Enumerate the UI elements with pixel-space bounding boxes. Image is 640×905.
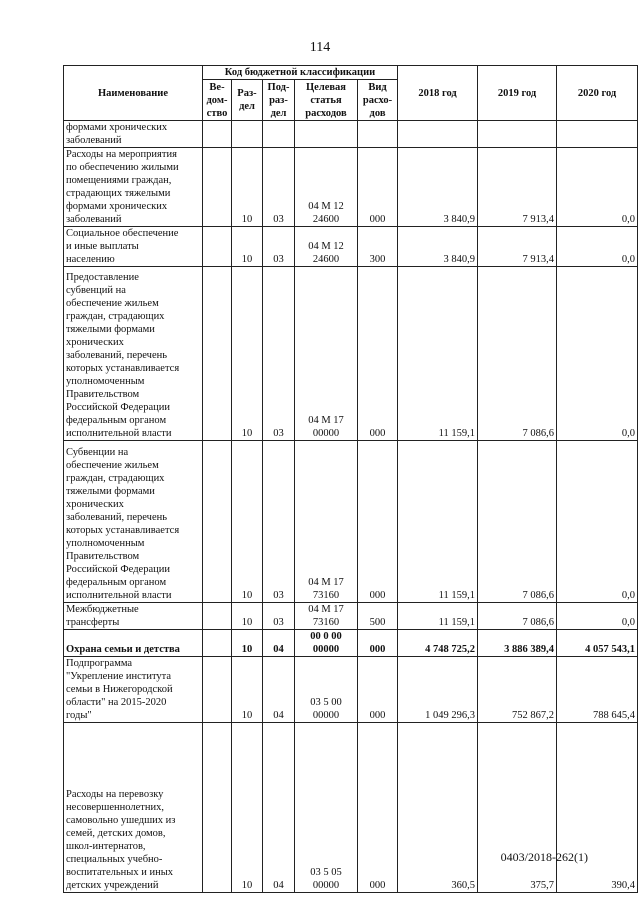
header-podrazdel: Под- раз- дел bbox=[263, 80, 295, 121]
footer-code: 0403/2018-262(1) bbox=[500, 850, 588, 864]
row-value-2019: 375,7 bbox=[478, 723, 557, 893]
row-value-2018 bbox=[398, 121, 478, 148]
row-value-2019: 7 086,6 bbox=[478, 267, 557, 441]
budget-table bbox=[63, 65, 638, 893]
table-row bbox=[64, 603, 638, 630]
table-row bbox=[64, 148, 638, 227]
row-value-2018: 360,5 bbox=[398, 723, 478, 893]
row-value-2020 bbox=[557, 121, 638, 148]
row-razdel bbox=[232, 121, 263, 148]
table-row bbox=[64, 121, 638, 148]
row-podrazdel: 03 bbox=[263, 227, 295, 267]
table-row bbox=[64, 267, 638, 441]
row-value-2019: 3 886 389,4 bbox=[478, 630, 557, 657]
row-value-2019 bbox=[478, 121, 557, 148]
row-value-2018: 3 840,9 bbox=[398, 227, 478, 267]
row-vedomstvo bbox=[203, 148, 232, 227]
row-value-2019: 7 913,4 bbox=[478, 148, 557, 227]
table-row bbox=[64, 227, 638, 267]
row-tselevaya: 03 5 05 00000 bbox=[295, 723, 358, 893]
row-podrazdel: 03 bbox=[263, 441, 295, 603]
row-vedomstvo bbox=[203, 603, 232, 630]
header-vedomstvo: Ве- дом- ство bbox=[203, 80, 232, 121]
row-tselevaya bbox=[295, 121, 358, 148]
header-2020: 2020 год bbox=[557, 66, 638, 121]
row-podrazdel: 04 bbox=[263, 657, 295, 723]
row-podrazdel bbox=[263, 121, 295, 148]
row-name: Подпрограмма "Укрепление института семьи в Нижегородской области" на 2015-2020 годы" bbox=[64, 657, 203, 723]
row-vid: 300 bbox=[358, 227, 398, 267]
row-razdel: 10 bbox=[232, 723, 263, 893]
row-podrazdel: 03 bbox=[263, 148, 295, 227]
row-value-2020: 390,4 bbox=[557, 723, 638, 893]
row-value-2018: 3 840,9 bbox=[398, 148, 478, 227]
table-body bbox=[64, 121, 638, 893]
row-tselevaya: 04 М 12 24600 bbox=[295, 148, 358, 227]
row-value-2020: 0,0 bbox=[557, 603, 638, 630]
header-2018: 2018 год bbox=[398, 66, 478, 121]
row-name: Социальное обеспечение и иные выплаты населению bbox=[64, 227, 203, 267]
row-value-2018: 11 159,1 bbox=[398, 441, 478, 603]
header-code-group: Код бюджетной классификации bbox=[203, 66, 398, 80]
row-name: Субвенции на обеспечение жильем граждан, страдающих тяжелыми формами хронических заболеваний, перечень которых устанавливается уполномоченным Правительством Российской Федерации федеральным органом исполнительной власти bbox=[64, 441, 203, 603]
row-value-2020: 0,0 bbox=[557, 227, 638, 267]
row-tselevaya: 00 0 00 00000 bbox=[295, 630, 358, 657]
row-razdel: 10 bbox=[232, 657, 263, 723]
row-razdel: 10 bbox=[232, 148, 263, 227]
row-vedomstvo bbox=[203, 657, 232, 723]
row-tselevaya: 04 М 17 00000 bbox=[295, 267, 358, 441]
table-row bbox=[64, 441, 638, 603]
row-vedomstvo bbox=[203, 227, 232, 267]
header-tselevaya: Целевая статья расходов bbox=[295, 80, 358, 121]
row-name: формами хронических заболеваний bbox=[64, 121, 203, 148]
row-vid: 000 bbox=[358, 267, 398, 441]
row-razdel: 10 bbox=[232, 227, 263, 267]
row-value-2020: 0,0 bbox=[557, 267, 638, 441]
row-value-2019: 7 086,6 bbox=[478, 441, 557, 603]
row-tselevaya: 04 М 17 73160 bbox=[295, 441, 358, 603]
row-vid bbox=[358, 121, 398, 148]
row-tselevaya: 04 М 12 24600 bbox=[295, 227, 358, 267]
row-vid: 000 bbox=[358, 148, 398, 227]
row-vedomstvo bbox=[203, 630, 232, 657]
row-name: Охрана семьи и детства bbox=[64, 630, 203, 657]
row-razdel: 10 bbox=[232, 267, 263, 441]
header-vid: Вид расхо- дов bbox=[358, 80, 398, 121]
row-podrazdel: 04 bbox=[263, 630, 295, 657]
row-value-2018: 4 748 725,2 bbox=[398, 630, 478, 657]
row-podrazdel: 03 bbox=[263, 603, 295, 630]
row-value-2020: 0,0 bbox=[557, 148, 638, 227]
row-podrazdel: 03 bbox=[263, 267, 295, 441]
row-razdel: 10 bbox=[232, 441, 263, 603]
row-value-2018: 11 159,1 bbox=[398, 603, 478, 630]
row-tselevaya: 04 М 17 73160 bbox=[295, 603, 358, 630]
row-name: Расходы на перевозку несовершеннолетних, самовольно ушедших из семей, детских домов, школ-интернатов, специальных учебно- воспитательных и иных детских учреждений bbox=[64, 723, 203, 893]
row-vedomstvo bbox=[203, 121, 232, 148]
row-value-2019: 7 086,6 bbox=[478, 603, 557, 630]
row-value-2020: 788 645,4 bbox=[557, 657, 638, 723]
row-name: Предоставление субвенций на обеспечение жильем граждан, страдающих тяжелыми формами хронических заболеваний, перечень которых устанавливается уполномоченным Правительством Российской Федерации федеральным органом исполнительной власти bbox=[64, 267, 203, 441]
row-value-2018: 1 049 296,3 bbox=[398, 657, 478, 723]
row-vid: 000 bbox=[358, 657, 398, 723]
row-vid: 000 bbox=[358, 441, 398, 603]
row-vid: 000 bbox=[358, 723, 398, 893]
header-name: Наименование bbox=[64, 66, 203, 121]
row-tselevaya: 03 5 00 00000 bbox=[295, 657, 358, 723]
row-vedomstvo bbox=[203, 441, 232, 603]
row-podrazdel: 04 bbox=[263, 723, 295, 893]
row-vedomstvo bbox=[203, 267, 232, 441]
header-razdel: Раз- дел bbox=[232, 80, 263, 121]
row-value-2020: 4 057 543,1 bbox=[557, 630, 638, 657]
table-row bbox=[64, 630, 638, 657]
row-razdel: 10 bbox=[232, 630, 263, 657]
row-value-2019: 7 913,4 bbox=[478, 227, 557, 267]
row-razdel: 10 bbox=[232, 603, 263, 630]
row-vid: 000 bbox=[358, 630, 398, 657]
row-name: Межбюджетные трансферты bbox=[64, 603, 203, 630]
row-name: Расходы на мероприятия по обеспечению жилыми помещениями граждан, страдающих тяжелыми формами хронических заболеваний bbox=[64, 148, 203, 227]
page-number: 114 bbox=[309, 40, 331, 55]
row-value-2019: 752 867,2 bbox=[478, 657, 557, 723]
header-2019: 2019 год bbox=[478, 66, 557, 121]
table-row bbox=[64, 657, 638, 723]
row-value-2020: 0,0 bbox=[557, 441, 638, 603]
row-value-2018: 11 159,1 bbox=[398, 267, 478, 441]
row-vid: 500 bbox=[358, 603, 398, 630]
table-row bbox=[64, 723, 638, 893]
row-vedomstvo bbox=[203, 723, 232, 893]
